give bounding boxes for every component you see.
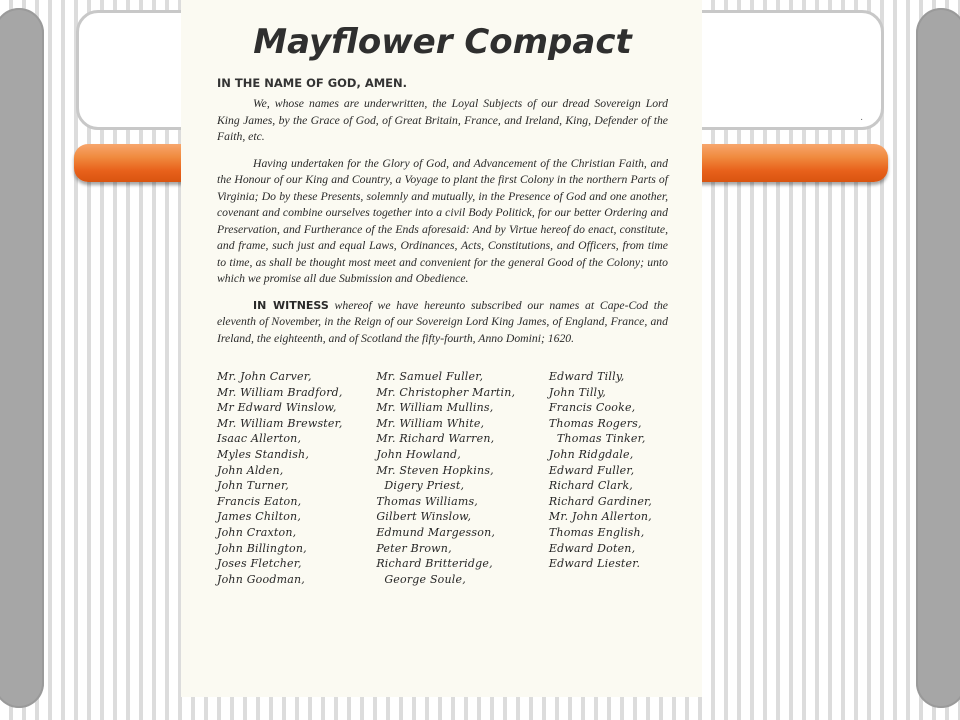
signature: Francis Cooke, — [548, 401, 636, 415]
signature: Mr. John Carver, — [217, 370, 312, 383]
signature: Isaac Allerton, — [217, 432, 302, 446]
left-slide-tab — [0, 8, 44, 708]
title-dot: . — [860, 112, 863, 123]
signature: Edward Doten, — [548, 541, 636, 555]
signature: Edmund Margesson, — [376, 525, 496, 539]
mayflower-compact-image — [181, 0, 702, 697]
signature: Peter Brown, — [376, 541, 452, 555]
signature: James Chilton, — [217, 510, 302, 524]
signature: Mr Edward Winslow, — [217, 401, 337, 415]
signature: John Billington, — [217, 541, 307, 555]
signature: Digery Priest, — [384, 479, 465, 493]
signature: John Alden, — [217, 463, 284, 477]
signature: Edward Liester. — [548, 557, 641, 571]
signature: Mr. Samuel Fuller, — [376, 370, 484, 383]
signature-column-3 — [549, 369, 652, 587]
signature: Thomas Williams, — [376, 494, 479, 508]
signature: Edward Tilly, — [548, 370, 625, 383]
document-title: Mayflower Compact — [253, 22, 632, 62]
signature: Gilbert Winslow, — [376, 510, 472, 524]
signature: Myles Standish, — [217, 447, 310, 461]
signature: George Soule, — [384, 572, 466, 586]
signature: Mr. Steven Hopkins, — [376, 463, 494, 477]
witness-lead: IN WITNESS — [253, 298, 329, 312]
signature-list — [217, 369, 668, 587]
paragraph-2: Having undertaken for the Glory of God, and Advancement of the Christian Faith, and the Honour of our King and Country, a Voyage to plant the first Colony in the northern Parts of Virginia; Do by these Presents, solemnly and mutually, in the Presence of God and one another, covenant and combine ourselves together into a civil Body Politick, for our better Ordering and Preservation, and Furtherance of the Ends aforesaid: And by Virtue hereof do enact, constitute, and frame, such just and equal Laws, Ordinances, Acts, Constitutions, and Officers, from time to time, as shall be thought most meet and convenient for the general Good of the Colony; unto which we promise all due Submission and Obedience. — [217, 156, 668, 285]
signature: Mr. William Mullins, — [376, 401, 494, 415]
signature: Thomas Tinker, — [556, 432, 646, 446]
signature: John Howland, — [376, 447, 461, 461]
paragraph-1: We, whose names are underwritten, the Loyal Subjects of our dread Sovereign Lord King James, by the Grace of God, of Great Britain, France, and Ireland, King, Defender of the Faith, etc. — [217, 97, 668, 143]
witness-paragraph — [217, 298, 668, 348]
signature: John Turner, — [217, 479, 289, 493]
signature: Joses Fletcher, — [217, 557, 302, 571]
signature: John Goodman, — [217, 572, 305, 586]
signature: Mr. William Brewster, — [217, 416, 343, 430]
signature: John Ridgdale, — [548, 447, 634, 461]
signature: Richard Britteridge, — [376, 557, 493, 571]
signature: Mr. John Allerton, — [548, 510, 652, 524]
document-heading: IN THE NAME OF GOD, AMEN. — [217, 76, 408, 90]
signature-column-1 — [217, 369, 343, 587]
signature: Mr. Christopher Martin, — [376, 385, 516, 399]
signature: Edward Fuller, — [548, 463, 635, 477]
witness-text: whereof we have hereunto subscribed our names at Cape-Cod the eleventh of November, in the Reign of our Sovereign Lord King James, of England, France, and Ireland, the eighteenth, and of Scotland the fifty-fourth, Anno Domini; 1620. — [217, 298, 668, 345]
signature: Richard Clark, — [548, 479, 634, 493]
signature: John Craxton, — [217, 525, 297, 539]
signature: Francis Eaton, — [217, 494, 302, 508]
signature: Mr. William Bradford, — [217, 385, 343, 399]
signature: Mr. Richard Warren, — [376, 432, 495, 446]
right-slide-tab — [916, 8, 960, 708]
signature: Mr. William White, — [376, 416, 485, 430]
signature: Thomas English, — [548, 525, 645, 539]
signature-column-2 — [376, 369, 515, 587]
signature: Richard Gardiner, — [548, 494, 652, 508]
signature: Thomas Rogers, — [548, 416, 642, 430]
signature: John Tilly, — [548, 385, 606, 399]
